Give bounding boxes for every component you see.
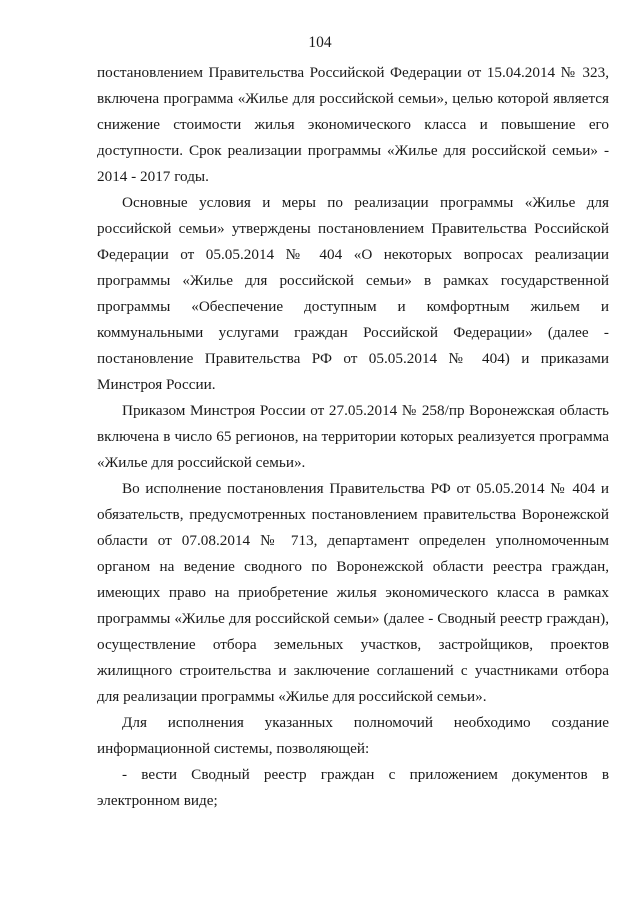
paragraph-3: Приказом Минстроя России от 27.05.2014 № 258/пр Воронежская область включена в число 65 регионов, на территории которых реализуется программа «Жилье для российской семьи». bbox=[97, 402, 609, 471]
paragraph-2: Основные условия и меры по реализации программы «Жилье для российской семьи» утверждены постановлением Правительства Российской Федерации от 05.05.2014 № 404 «О некоторых вопросах реализации программы «Жилье для российской семьи» в рамках государственной программы «Обеспечение доступным и комфортным жильем и коммунальными услугами граждан Российской Федерации» (далее - постановление Правительства РФ от 05.05.2014 № 404) и приказами Минстроя России. bbox=[97, 194, 609, 393]
body-text bbox=[97, 60, 609, 814]
paragraph-6: - вести Сводный реестр граждан с приложением документов в электронном виде; bbox=[97, 766, 609, 809]
page-number: 104 bbox=[308, 34, 332, 51]
paragraph-1: постановлением Правительства Российской Федерации от 15.04.2014 № 323, включена программа «Жилье для российской семьи», целью которой является снижение стоимости жилья экономического класса и повышение его доступности. Срок реализации программы «Жилье для российской семьи» - 2014 - 2017 годы. bbox=[97, 64, 609, 185]
paragraph-4: Во исполнение постановления Правительства РФ от 05.05.2014 № 404 и обязательств, предусмотренных постановлением правительства Воронежской области от 07.08.2014 № 713, департамент определен уполномоченным органом на ведение сводного по Воронежской области реестра граждан, имеющих право на приобретение жилья экономического класса в рамках программы «Жилье для российской семьи» (далее - Сводный реестр граждан), осуществление отбора земельных участков, застройщиков, проектов жилищного строительства и заключение соглашений с участниками отбора для реализации программы «Жилье для российской семьи». bbox=[97, 480, 609, 705]
paragraph-5: Для исполнения указанных полномочий необходимо создание информационной системы, позволяющей: bbox=[97, 714, 609, 757]
